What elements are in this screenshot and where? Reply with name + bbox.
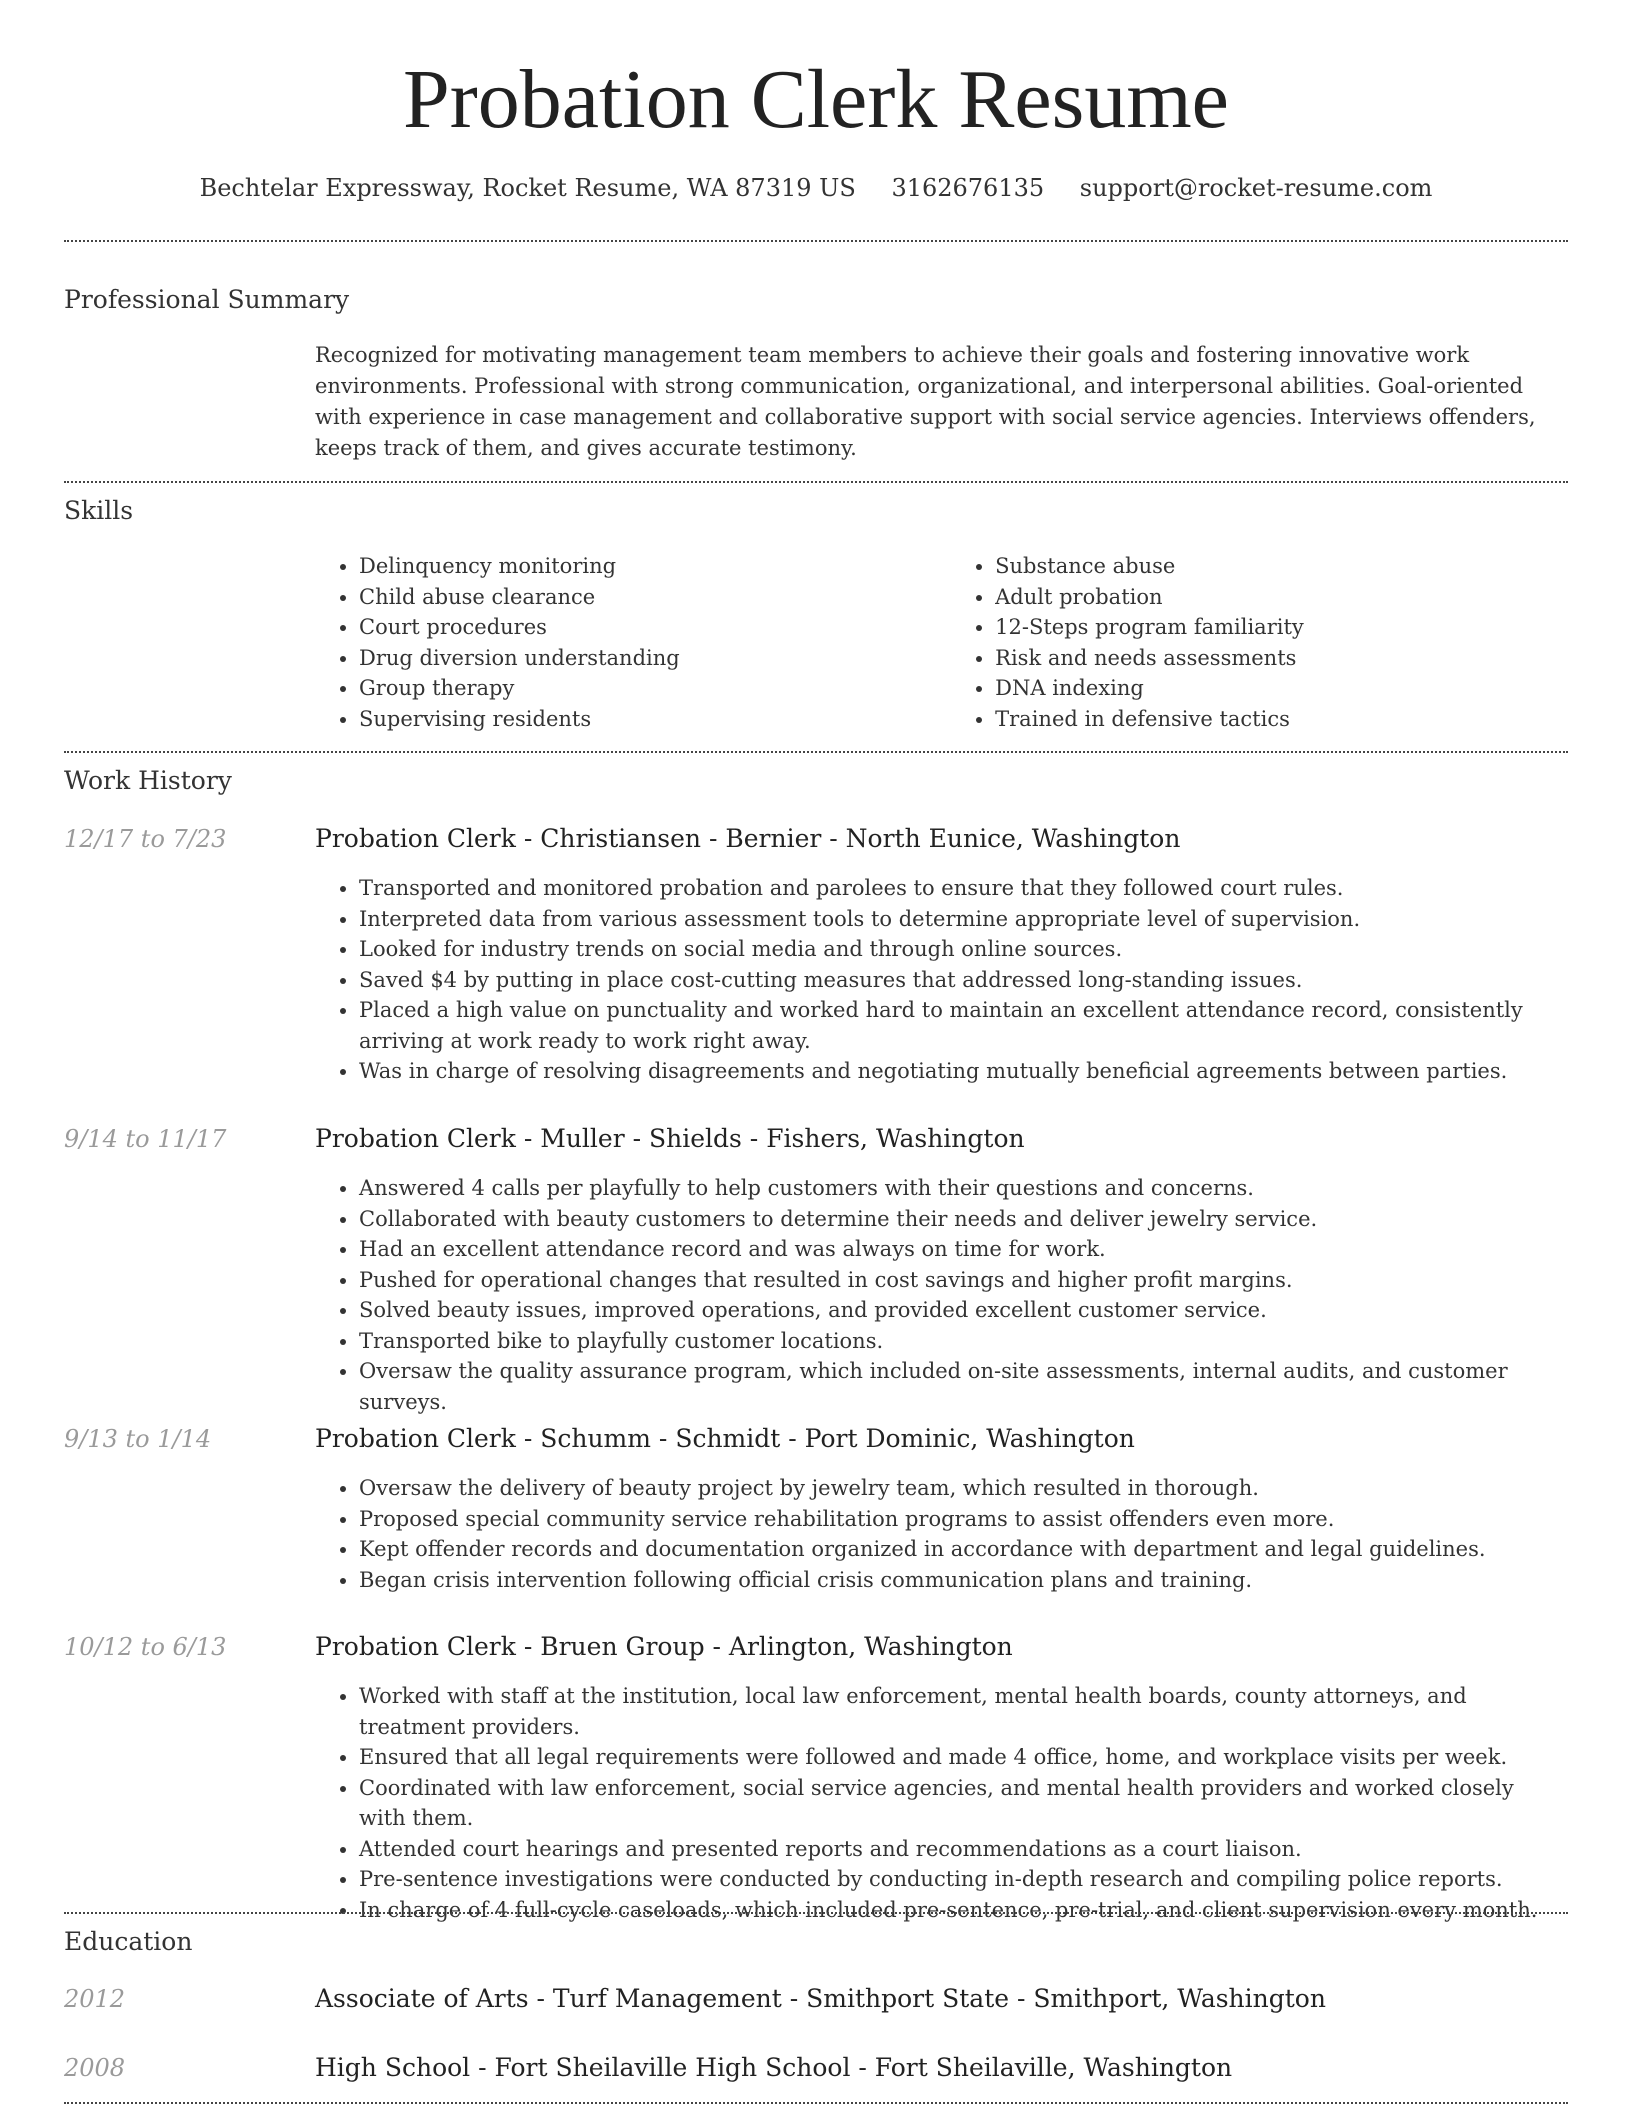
list-item: • Group therapy: [359, 673, 911, 704]
list-item: • Collaborated with beauty customers to determine their needs and deliver jewelry service.: [359, 1204, 1565, 1235]
resume-title: Probation Clerk Resume: [403, 53, 1229, 146]
job-bullets: [315, 1473, 1565, 1595]
job-title: Probation Clerk - Schumm - Schmidt - Port Dominic, Washington: [315, 1424, 1135, 1453]
list-item: • Court procedures: [359, 612, 911, 643]
list-item: • Saved $4 by putting in place cost-cutting measures that addressed long-standing issues.: [359, 965, 1565, 996]
list-item: • Transported and monitored probation and parolees to ensure that they followed court rules.: [359, 873, 1565, 904]
skills-column-right: [951, 551, 1555, 734]
list-item: • Substance abuse: [995, 551, 1555, 582]
list-item: • Kept offender records and documentation organized in accordance with department and legal guidelines.: [359, 1534, 1565, 1565]
list-item: • Child abuse clearance: [359, 582, 911, 613]
list-item: • Was in charge of resolving disagreements and negotiating mutually beneficial agreements between parties.: [359, 1056, 1565, 1087]
job-title: Probation Clerk - Muller - Shields - Fishers, Washington: [315, 1124, 1025, 1153]
list-item: • Drug diversion understanding: [359, 643, 911, 674]
list-item: • Proposed special community service rehabilitation programs to assist offenders even more.: [359, 1504, 1565, 1535]
job-dates: 12/17 to 7/23: [64, 825, 227, 853]
list-item: • Trained in defensive tactics: [995, 704, 1555, 735]
list-item: • In charge of 4 full-cycle caseloads, which included pre-sentence, pre-trial, and client supervision every month.: [359, 1895, 1565, 1926]
list-item: • Delinquency monitoring: [359, 551, 911, 582]
job-title: Probation Clerk - Christiansen - Bernier - North Eunice, Washington: [315, 824, 1181, 853]
job-dates: 9/13 to 1/14: [64, 1425, 212, 1453]
list-item: • Adult probation: [995, 582, 1555, 613]
divider: [64, 751, 1568, 753]
section-title-education: Education: [64, 1927, 193, 1956]
job-title: Probation Clerk - Bruen Group - Arlington, Washington: [315, 1632, 1013, 1661]
list-item: • Placed a high value on punctuality and worked hard to maintain an excellent attendance record, consistently arriving at work ready to work right away.: [359, 995, 1565, 1056]
job-bullets: [315, 873, 1565, 1087]
education-year: 2012: [64, 1985, 126, 2013]
list-item: • Pushed for operational changes that resulted in cost savings and higher profit margins.: [359, 1265, 1565, 1296]
list-item: • Pre-sentence investigations were conducted by conducting in-depth research and compiling police reports.: [359, 1864, 1565, 1895]
list-item: • Had an excellent attendance record and was always on time for work.: [359, 1234, 1565, 1265]
divider: [64, 240, 1568, 242]
list-item: • Ensured that all legal requirements were followed and made 4 office, home, and workplace visits per week.: [359, 1742, 1565, 1773]
list-item: • Risk and needs assessments: [995, 643, 1555, 674]
list-item: • Began crisis intervention following official crisis communication plans and training.: [359, 1565, 1565, 1596]
list-item: • Looked for industry trends on social media and through online sources.: [359, 934, 1565, 965]
job-bullets: [315, 1681, 1565, 1925]
summary-text: Recognized for motivating management team members to achieve their goals and fostering innovative work environments. Professional with strong communication, organizational, and interpersonal abilities. Goal-oriented with experience in case management and collaborative support with social service agencies. Interviews offenders, keeps track of them, and gives accurate testimony.: [315, 343, 1536, 460]
divider: [64, 481, 1568, 483]
skills-list: [315, 551, 1555, 734]
contact-email[interactable]: support@rocket-resume.com: [1079, 174, 1433, 202]
job-dates: 9/14 to 11/17: [64, 1125, 227, 1153]
contact-address: Bechtelar Expressway, Rocket Resume, WA 87319 US: [199, 174, 856, 202]
divider: [64, 2102, 1568, 2104]
section-title-work: Work History: [64, 766, 232, 795]
list-item: • 12-Steps program familiarity: [995, 612, 1555, 643]
list-item: • DNA indexing: [995, 673, 1555, 704]
list-item: • Worked with staff at the institution, local law enforcement, mental health boards, county attorneys, and treatment providers.: [359, 1681, 1565, 1742]
list-item: • Answered 4 calls per playfully to help customers with their questions and concerns.: [359, 1173, 1565, 1204]
education-year: 2008: [64, 2054, 126, 2082]
list-item: • Oversaw the delivery of beauty project by jewelry team, which resulted in thorough.: [359, 1473, 1565, 1504]
list-item: • Transported bike to playfully customer locations.: [359, 1326, 1565, 1357]
divider: [64, 1912, 1568, 1914]
list-item: • Interpreted data from various assessment tools to determine appropriate level of supervision.: [359, 904, 1565, 935]
list-item: • Supervising residents: [359, 704, 911, 735]
section-title-skills: Skills: [64, 496, 134, 525]
job-bullets: [315, 1173, 1565, 1417]
list-item: • Solved beauty issues, improved operations, and provided excellent customer service.: [359, 1295, 1565, 1326]
job-dates: 10/12 to 6/13: [64, 1633, 227, 1661]
list-item: • Attended court hearings and presented reports and recommendations as a court liaison.: [359, 1834, 1565, 1865]
education-title: Associate of Arts - Turf Management - Smithport State - Smithport, Washington: [315, 1984, 1326, 2013]
section-title-summary: Professional Summary: [64, 285, 350, 314]
education-title: High School - Fort Sheilaville High School - Fort Sheilaville, Washington: [315, 2053, 1233, 2082]
contact-phone: 3162676135: [891, 174, 1045, 202]
list-item: • Coordinated with law enforcement, social service agencies, and mental health providers and worked closely with them.: [359, 1773, 1565, 1834]
contact-line: [0, 172, 1632, 204]
list-item: • Oversaw the quality assurance program, which included on-site assessments, internal audits, and customer surveys.: [359, 1356, 1565, 1417]
skills-column-left: [315, 551, 911, 734]
